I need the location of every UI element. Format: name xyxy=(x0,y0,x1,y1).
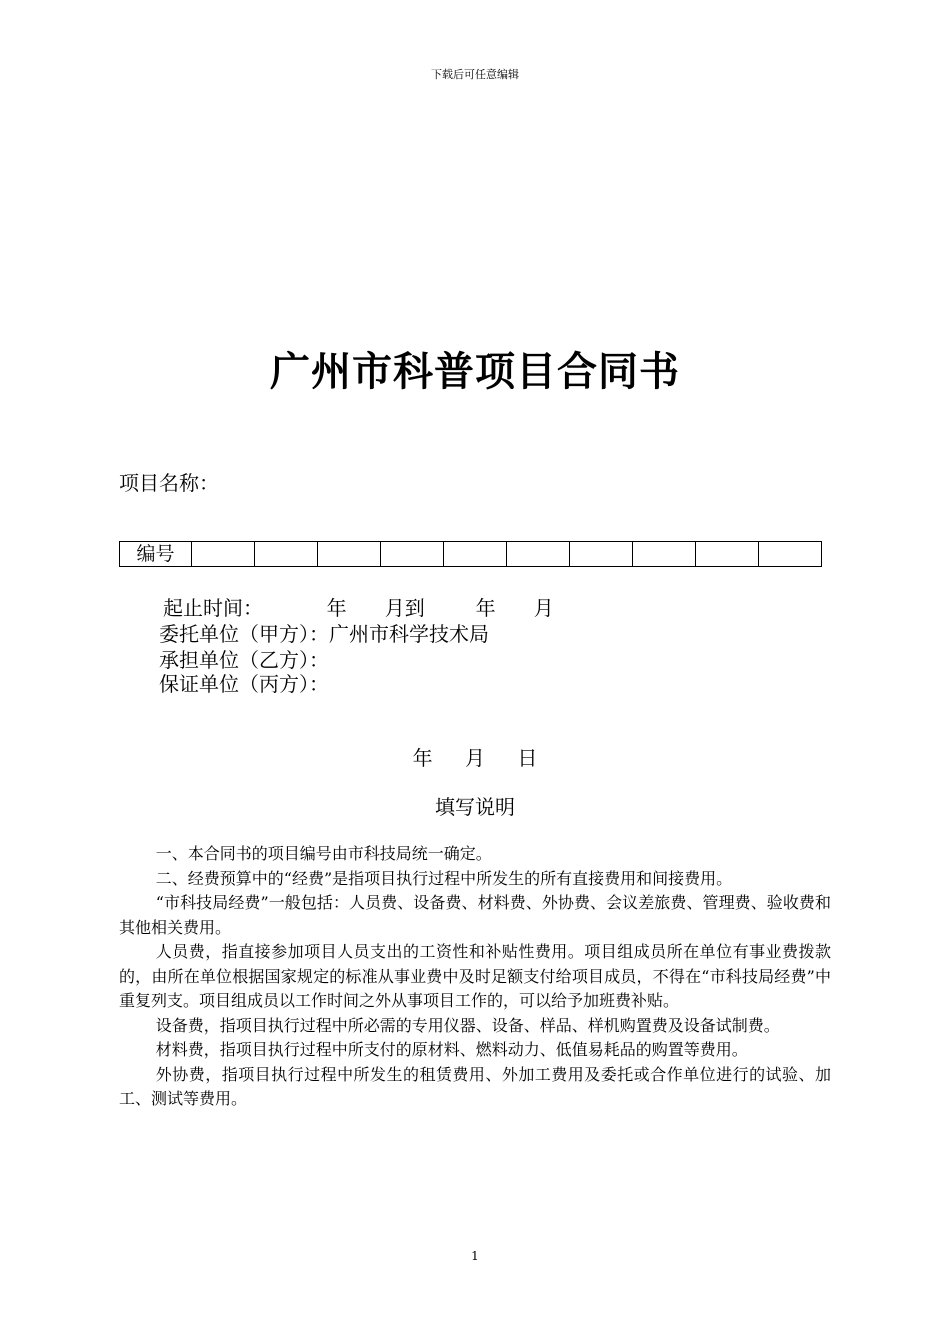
period-line: 起止时间： 年 月到 年 月 xyxy=(163,596,554,620)
header-note: 下载后可任意编辑 xyxy=(431,68,519,81)
number-cell xyxy=(381,542,444,567)
number-cell xyxy=(318,542,381,567)
instruction-paragraph: 设备费，指项目执行过程中所必需的专用仪器、设备、样品、样机购置费及设备试制费。 xyxy=(155,1015,780,1035)
party-c-line: 保证单位（丙方）： xyxy=(159,672,329,696)
project-name-label: 项目名称： xyxy=(119,471,219,495)
number-cell xyxy=(759,542,822,567)
number-cell xyxy=(633,542,696,567)
number-box xyxy=(119,541,822,567)
instruction-paragraph: 二、经费预算中的“经费”是指项目执行过程中所发生的所有直接费用和间接费用。 xyxy=(155,868,733,888)
number-cell xyxy=(255,542,318,567)
instruction-paragraph: 外协费，指项目执行过程中所发生的租赁费用、外加工费用及委托或合作单位进行的试验、加工、测试等费用。 xyxy=(119,1064,831,1108)
number-cell xyxy=(192,542,255,567)
instruction-paragraph: 一、本合同书的项目编号由市科技局统一确定。 xyxy=(155,844,492,863)
number-label: 编号 xyxy=(120,542,192,567)
party-b-line: 承担单位（乙方）： xyxy=(159,648,329,672)
number-cell xyxy=(507,542,570,567)
number-cell xyxy=(570,542,633,567)
date-line: 年 月 日 xyxy=(412,746,538,770)
number-cell xyxy=(444,542,507,567)
number-cell xyxy=(696,542,759,567)
party-a-line: 委托单位（甲方）：广州市科学技术局 xyxy=(159,622,489,646)
page-number: 1 xyxy=(471,1249,479,1263)
instructions-body xyxy=(119,842,831,1112)
document-title: 广州市科普项目合同书 xyxy=(270,348,680,395)
instructions-title: 填写说明 xyxy=(435,795,515,819)
instruction-paragraph: “市科技局经费”一般包括：人员费、设备费、材料费、外协费、会议差旅费、管理费、验收费和其他相关费用。 xyxy=(119,893,831,937)
instruction-paragraph: 人员费，指直接参加项目人员支出的工资性和补贴性费用。项目组成员所在单位有事业费拨款的，由所在单位根据国家规定的标准从事业费中及时足额支付给项目成员，不得在“市科技局经费”中重复列支。项目组成员以工作时间之外从事项目工作的，可以给予加班费补贴。 xyxy=(119,942,831,1010)
instruction-paragraph: 材料费，指项目执行过程中所支付的原材料、燃料动力、低值易耗品的购置等费用。 xyxy=(155,1040,748,1059)
